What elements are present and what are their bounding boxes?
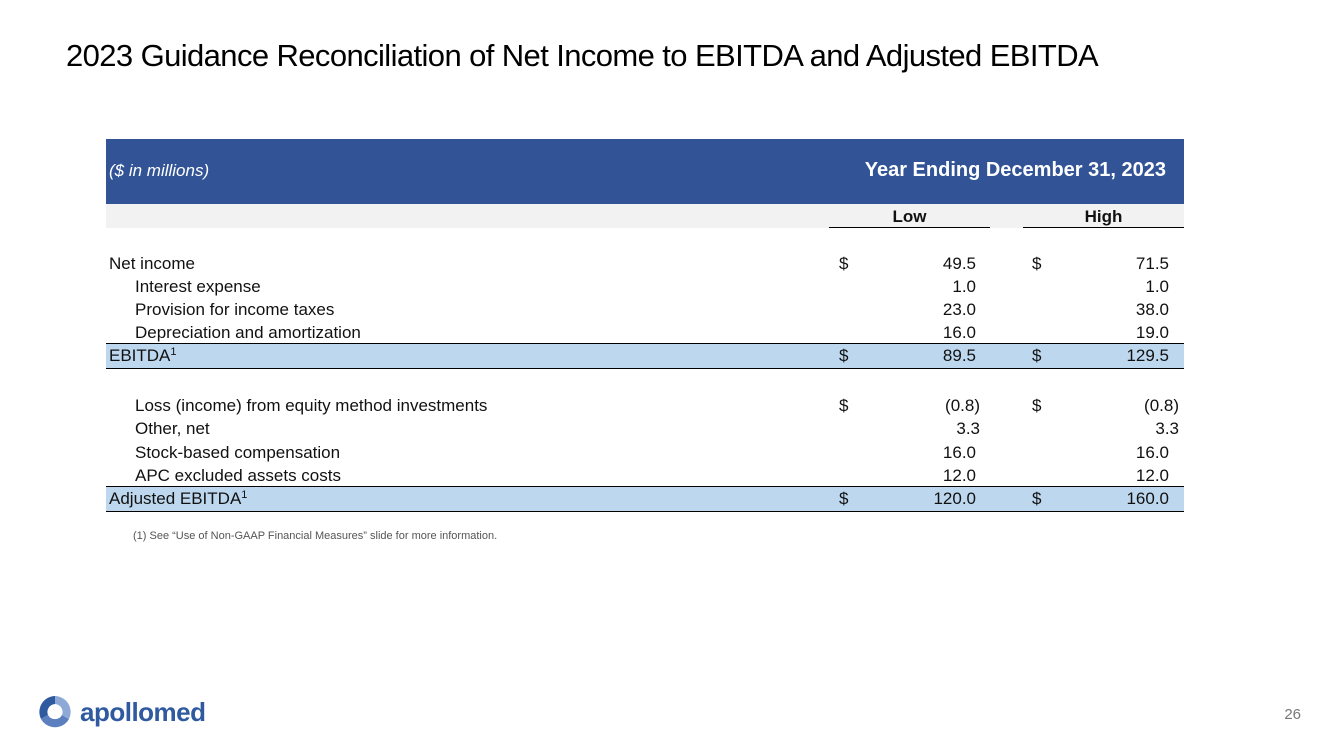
low-value: 3.3 — [956, 419, 980, 438]
apollomed-logo-icon — [36, 693, 74, 731]
slide-title: 2023 Guidance Reconciliation of Net Income to EBITDA and Adjusted EBITDA — [66, 38, 1099, 73]
currency-symbol: $ — [839, 254, 849, 273]
row-label: Depreciation and amortization — [135, 323, 361, 342]
high-value: 129.5 — [1126, 346, 1169, 365]
table-row-apc-excluded-costs — [106, 464, 1184, 487]
low-value: 12.0 — [942, 466, 976, 485]
high-value: 1.0 — [1145, 277, 1169, 296]
currency-symbol: $ — [839, 396, 849, 415]
row-label — [109, 487, 247, 511]
logo-text: apollomed — [80, 696, 206, 727]
table-header — [106, 139, 1184, 204]
currency-symbol: $ — [1032, 346, 1042, 365]
column-low-header: Low — [829, 207, 990, 228]
units-label: ($ in millions) — [109, 161, 210, 180]
footnote-marker: 1 — [170, 346, 177, 358]
reconciliation-table — [106, 139, 1184, 508]
row-label: Loss (income) from equity method investments — [135, 396, 488, 415]
high-value: 19.0 — [1135, 323, 1169, 342]
low-value: 1.0 — [952, 277, 976, 296]
footnote: (1) See “Use of Non-GAAP Financial Measures” slide for more information. — [133, 530, 498, 542]
table-row-depreciation-amortization — [106, 321, 1184, 344]
low-value: 49.5 — [942, 254, 976, 273]
table-row-interest-expense — [106, 275, 1184, 298]
table-row-stock-compensation — [106, 441, 1184, 464]
table-row-provision-income-taxes — [106, 298, 1184, 321]
row-label-text: EBITDA — [109, 346, 171, 365]
period-label: Year Ending December 31, 2023 — [864, 159, 1166, 181]
row-label: Net income — [109, 254, 195, 273]
column-subheader — [106, 204, 1184, 228]
row-label: Other, net — [135, 419, 210, 438]
high-value: 71.5 — [1135, 254, 1169, 273]
table-row-ebitda-total — [106, 343, 1184, 369]
high-value: 16.0 — [1135, 443, 1169, 462]
low-value: 120.0 — [933, 489, 976, 508]
currency-symbol: $ — [839, 346, 849, 365]
high-value: 3.3 — [1155, 419, 1179, 438]
currency-symbol: $ — [1032, 396, 1042, 415]
low-value: 23.0 — [942, 300, 976, 319]
currency-symbol: $ — [839, 489, 849, 508]
table-row-other-net — [106, 417, 1184, 440]
low-value: 16.0 — [942, 323, 976, 342]
row-label: Stock-based compensation — [135, 443, 341, 462]
company-logo — [36, 693, 206, 731]
row-label: Provision for income taxes — [135, 300, 335, 319]
row-label: Interest expense — [135, 277, 261, 296]
table-row-net-income — [106, 252, 1184, 275]
high-value: 12.0 — [1135, 466, 1169, 485]
currency-symbol: $ — [1032, 489, 1042, 508]
low-value: (0.8) — [945, 396, 980, 415]
page-number: 26 — [1284, 706, 1301, 723]
footnote-marker: 1 — [241, 489, 248, 501]
high-value: 38.0 — [1135, 300, 1169, 319]
row-label-text: Adjusted EBITDA — [109, 489, 242, 508]
low-value: 16.0 — [942, 443, 976, 462]
table-row-equity-method-loss — [106, 394, 1184, 417]
high-value: 160.0 — [1126, 489, 1169, 508]
table-row-adjusted-ebitda-total — [106, 486, 1184, 512]
low-value: 89.5 — [942, 346, 976, 365]
high-value: (0.8) — [1144, 396, 1179, 415]
row-label: APC excluded assets costs — [135, 466, 341, 485]
currency-symbol: $ — [1032, 254, 1042, 273]
column-high-header: High — [1023, 207, 1184, 228]
row-label — [109, 344, 177, 368]
